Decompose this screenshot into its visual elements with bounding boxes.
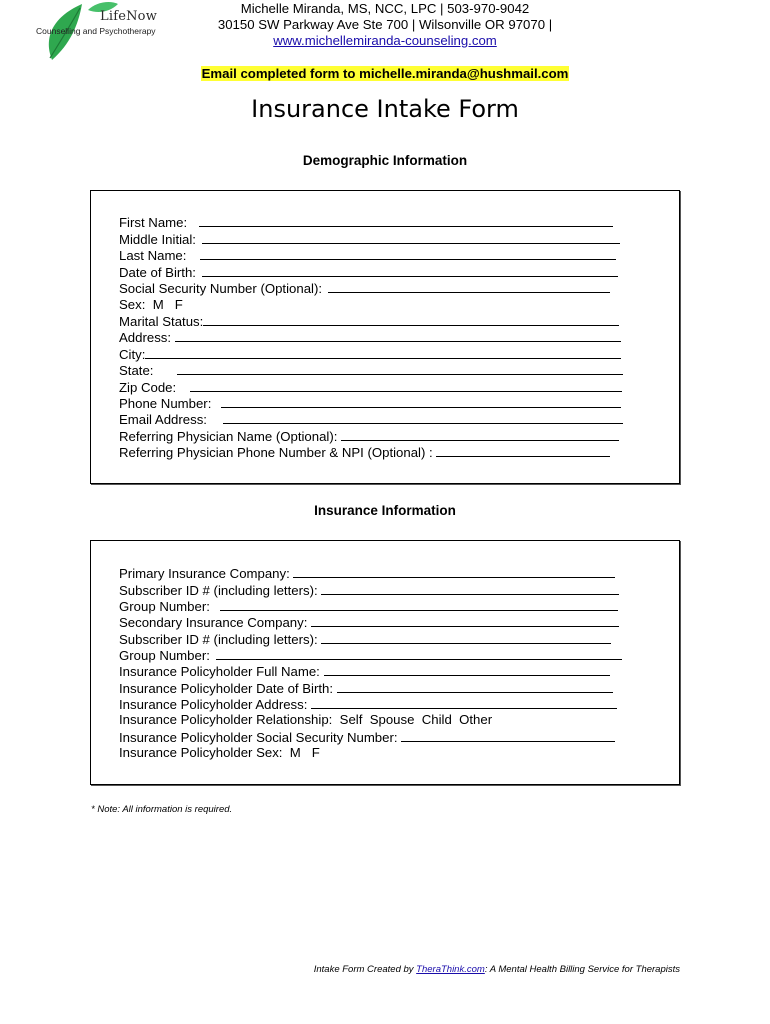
field-subscriber-id-2[interactable]: Subscriber ID # (including letters): bbox=[119, 631, 611, 648]
contact-line-1: Michelle Miranda, MS, NCC, LPC | 503-970-9042 bbox=[240, 1, 530, 16]
footer bbox=[0, 964, 680, 975]
field-referring-physician-phone[interactable]: Referring Physician Phone Number & NPI (Optional) : bbox=[119, 444, 610, 461]
field-middle-initial[interactable]: Middle Initial: bbox=[119, 231, 620, 248]
therathink-link[interactable]: TheraThink.com bbox=[416, 964, 485, 975]
page-title: Insurance Intake Form bbox=[251, 95, 519, 123]
email-instruction-text: Email completed form to michelle.miranda@hushmail.com bbox=[201, 66, 569, 81]
required-note: * Note: All information is required. bbox=[91, 804, 233, 815]
field-date-of-birth[interactable]: Date of Birth: bbox=[119, 264, 618, 281]
footer-suffix: : A Mental Health Billing Service for Therapists bbox=[484, 964, 680, 975]
contact-line-2: 30150 SW Parkway Ave Ste 700 | Wilsonville OR 97070 | bbox=[217, 17, 553, 32]
field-policyholder-address[interactable]: Insurance Policyholder Address: bbox=[119, 696, 617, 713]
logo-name: LifeNow bbox=[100, 9, 158, 24]
field-state[interactable]: State: bbox=[119, 362, 623, 379]
field-policyholder-relationship[interactable]: Insurance Policyholder Relationship: Self Spouse Child Other bbox=[119, 712, 493, 727]
field-policyholder-sex[interactable]: Insurance Policyholder Sex: M F bbox=[119, 745, 320, 760]
field-policyholder-dob[interactable]: Insurance Policyholder Date of Birth: bbox=[119, 680, 613, 697]
footer-prefix: Intake Form Created by bbox=[313, 964, 417, 975]
logo-tagline: Counselling and Psychotherapy bbox=[36, 26, 156, 36]
field-group-number-2[interactable]: Group Number: bbox=[119, 647, 622, 664]
field-group-number-1[interactable]: Group Number: bbox=[119, 598, 618, 615]
field-policyholder-name[interactable]: Insurance Policyholder Full Name: bbox=[119, 663, 610, 680]
field-city[interactable]: City: bbox=[119, 346, 621, 363]
field-last-name[interactable]: Last Name: bbox=[119, 247, 616, 264]
insurance-heading: Insurance Information bbox=[314, 503, 456, 518]
field-phone-number[interactable]: Phone Number: bbox=[119, 395, 621, 412]
field-secondary-insurance[interactable]: Secondary Insurance Company: bbox=[119, 614, 619, 631]
website-link[interactable]: www.michellemiranda-counseling.com bbox=[273, 33, 497, 48]
field-subscriber-id-1[interactable]: Subscriber ID # (including letters): bbox=[119, 582, 619, 599]
field-referring-physician-name[interactable]: Referring Physician Name (Optional): bbox=[119, 428, 619, 445]
field-primary-insurance[interactable]: Primary Insurance Company: bbox=[119, 565, 615, 582]
website-line bbox=[0, 33, 770, 49]
field-address[interactable]: Address: bbox=[119, 329, 621, 346]
field-marital-status[interactable]: Marital Status: bbox=[119, 313, 619, 330]
field-email-address[interactable]: Email Address: bbox=[119, 411, 623, 428]
demographic-heading: Demographic Information bbox=[302, 153, 468, 168]
field-ssn[interactable]: Social Security Number (Optional): bbox=[119, 280, 610, 297]
field-sex[interactable]: Sex: M F bbox=[119, 297, 183, 312]
field-zip-code[interactable]: Zip Code: bbox=[119, 379, 622, 396]
email-instruction bbox=[0, 65, 770, 83]
field-first-name[interactable]: First Name: bbox=[119, 214, 613, 231]
field-policyholder-ssn[interactable]: Insurance Policyholder Social Security Number: bbox=[119, 729, 615, 746]
